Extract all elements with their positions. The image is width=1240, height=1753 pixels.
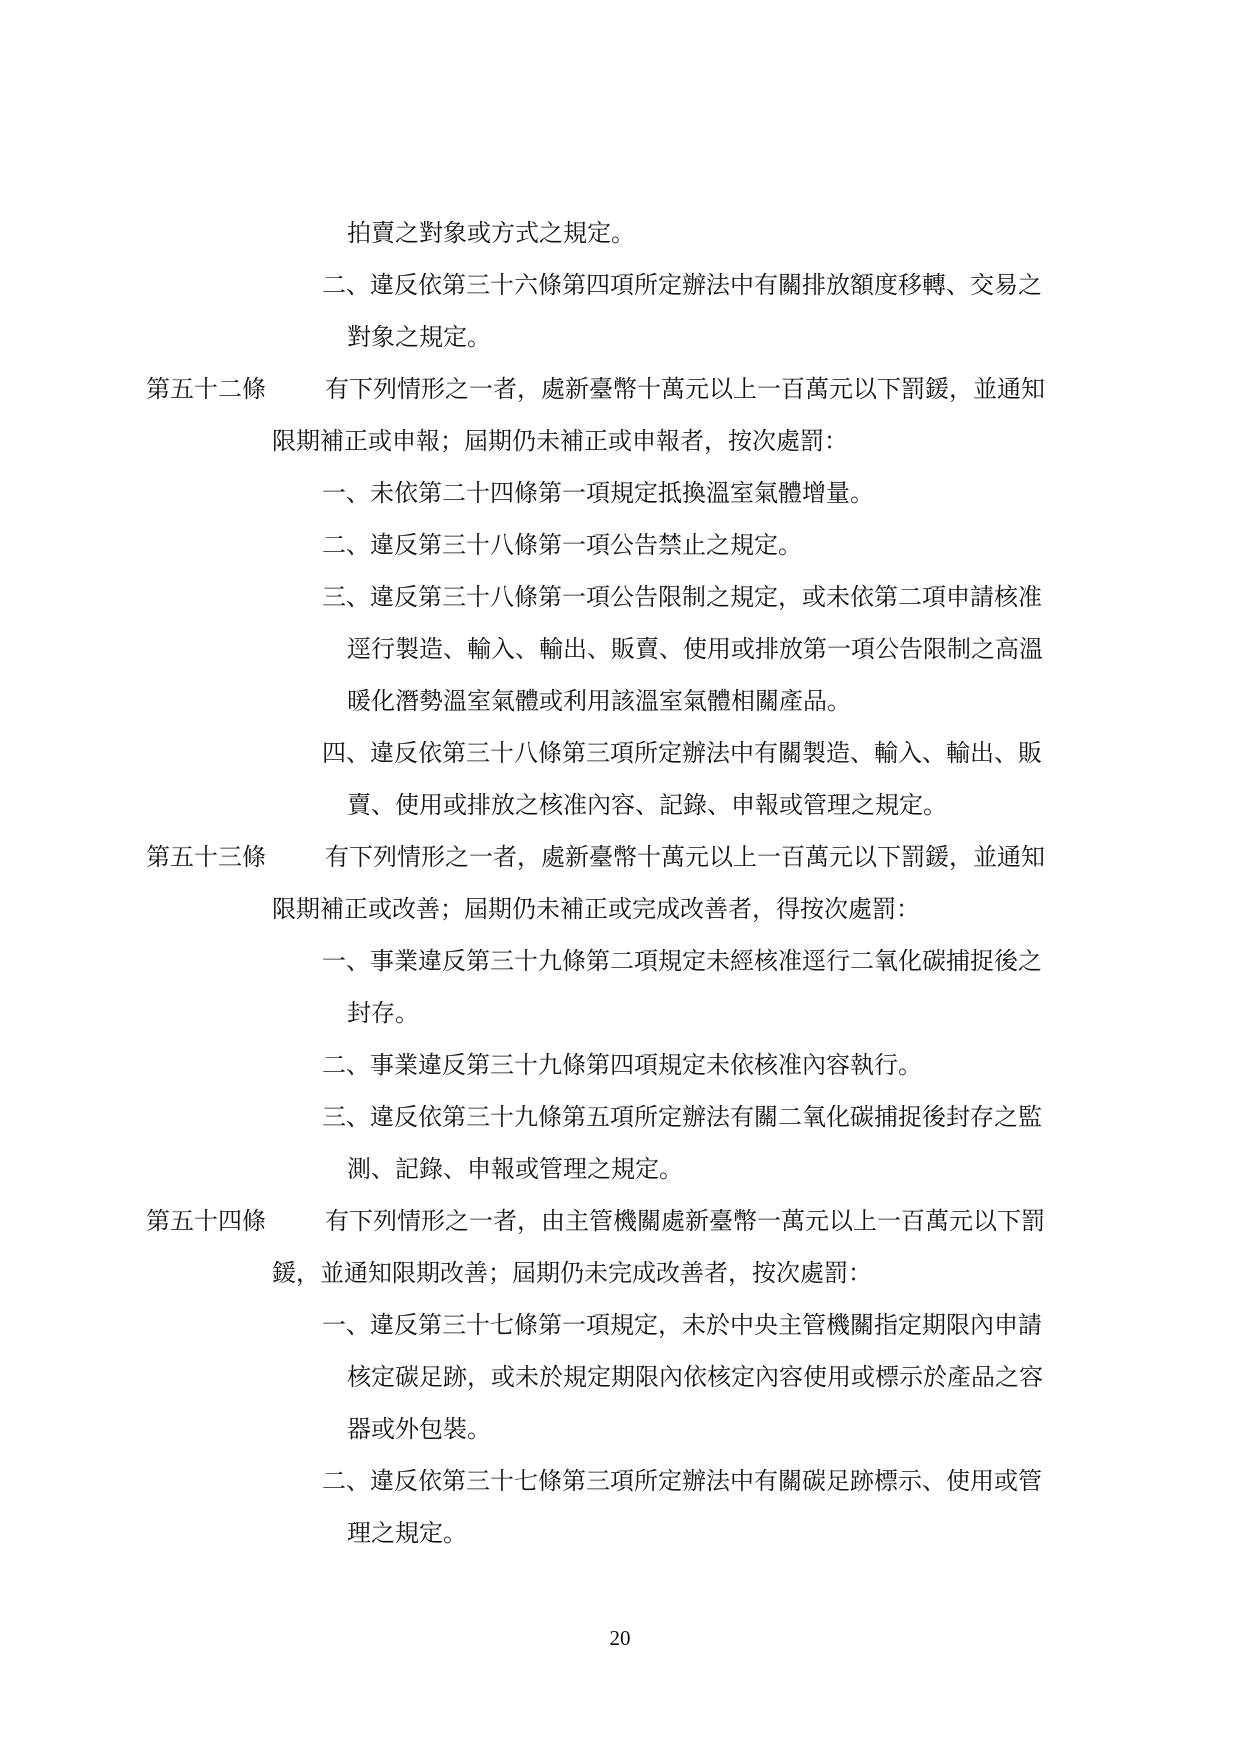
text-line: 有下列情形之一者，處新臺幣十萬元以上一百萬元以下罰鍰，並通知 xyxy=(325,843,1045,871)
text-line: 器或外包裝。 xyxy=(347,1415,491,1443)
text-line: 有下列情形之一者，處新臺幣十萬元以上一百萬元以下罰鍰，並通知 xyxy=(325,375,1045,403)
text-line: 三、違反依第三十九條第五項所定辦法有關二氧化碳捕捉後封存之監 xyxy=(322,1103,1042,1131)
text-line: 賣、使用或排放之核准內容、記錄、申報或管理之規定。 xyxy=(347,791,947,819)
article-heading: 第五十二條 xyxy=(146,375,266,403)
text-line: 一、事業違反第三十九條第二項規定未經核准逕行二氧化碳捕捉後之 xyxy=(322,947,1042,975)
text-line: 二、違反依第三十七條第三項所定辦法中有關碳足跡標示、使用或管 xyxy=(322,1467,1042,1495)
text-line: 測、記錄、申報或管理之規定。 xyxy=(347,1155,683,1183)
page-number: 20 xyxy=(609,1626,631,1650)
text-line: 三、違反第三十八條第一項公告限制之規定，或未依第二項申請核准 xyxy=(322,583,1042,611)
text-line: 四、違反依第三十八條第三項所定辦法中有關製造、輸入、輸出、販 xyxy=(322,739,1042,767)
text-line: 逕行製造、輸入、輸出、販賣、使用或排放第一項公告限制之高溫 xyxy=(347,635,1043,663)
text-line: 對象之規定。 xyxy=(347,323,491,351)
text-line: 一、違反第三十七條第一項規定，未於中央主管機關指定期限內申請 xyxy=(322,1311,1042,1339)
text-line: 一、未依第二十四條第一項規定抵換溫室氣體增量。 xyxy=(322,479,874,507)
article-heading: 第五十四條 xyxy=(146,1207,266,1235)
text-line: 二、事業違反第三十九條第四項規定未依核准內容執行。 xyxy=(322,1051,922,1079)
text-line: 二、違反依第三十六條第四項所定辦法中有關排放額度移轉、交易之 xyxy=(322,271,1042,299)
text-line: 核定碳足跡，或未於規定期限內依核定內容使用或標示於產品之容 xyxy=(347,1363,1043,1391)
text-line: 封存。 xyxy=(347,999,419,1027)
article-heading: 第五十三條 xyxy=(146,843,266,871)
text-line: 理之規定。 xyxy=(347,1519,467,1547)
text-line: 鍰，並通知限期改善；屆期仍未完成改善者，按次處罰： xyxy=(272,1259,872,1287)
text-line: 限期補正或申報；屆期仍未補正或申報者，按次處罰： xyxy=(272,427,848,455)
text-line: 有下列情形之一者，由主管機關處新臺幣一萬元以上一百萬元以下罰 xyxy=(325,1207,1045,1235)
text-line: 拍賣之對象或方式之規定。 xyxy=(347,219,635,247)
text-line: 暖化潛勢溫室氣體或利用該溫室氣體相關產品。 xyxy=(347,687,851,715)
text-line: 限期補正或改善；屆期仍未補正或完成改善者，得按次處罰： xyxy=(272,895,920,923)
text-line: 二、違反第三十八條第一項公告禁止之規定。 xyxy=(322,531,802,559)
